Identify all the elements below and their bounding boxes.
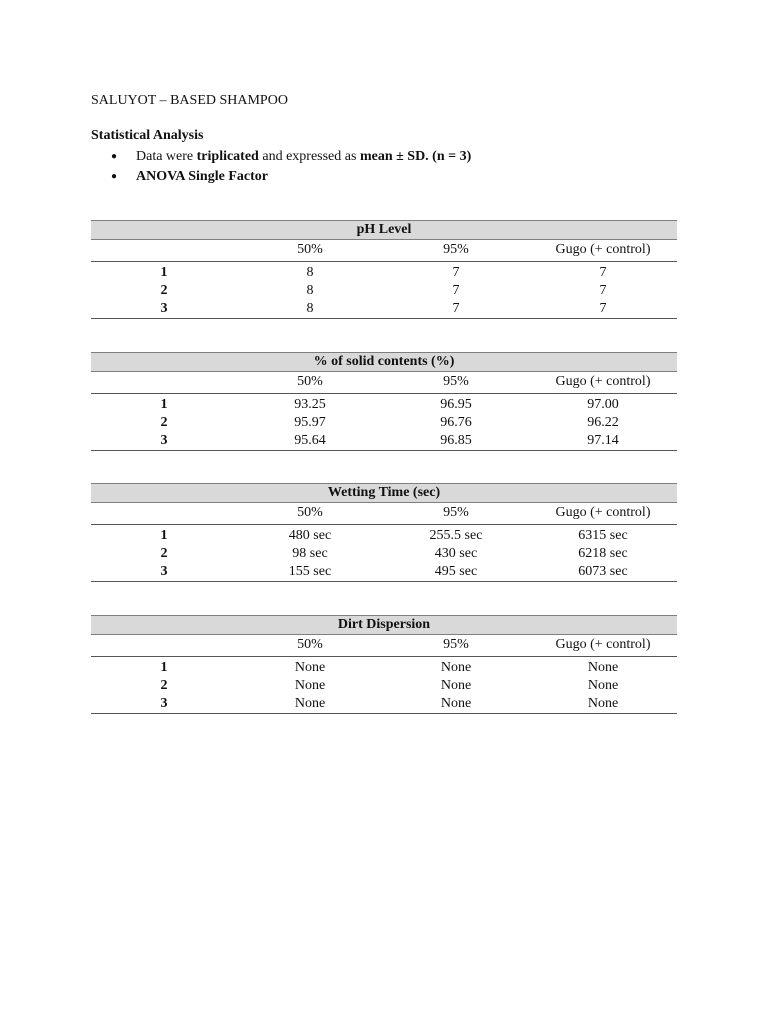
cell-value: 6073 sec <box>529 563 677 582</box>
cell-value: 7 <box>452 283 460 298</box>
cell-value: 8 <box>306 283 314 298</box>
cell-value: 95.64 <box>237 432 383 451</box>
table-title: Wetting Time (sec) <box>91 484 677 503</box>
row-label: 3 <box>91 432 237 451</box>
row-label-header <box>91 503 237 525</box>
table-row <box>91 695 677 714</box>
table-row <box>91 657 677 678</box>
cell-value: 93.25 <box>294 397 326 412</box>
cell-value: None <box>237 695 383 714</box>
cell-value: 6315 sec <box>578 528 628 543</box>
cell-value: None <box>440 678 472 693</box>
table-ph-level <box>91 220 677 319</box>
table-row <box>91 282 677 300</box>
row-label: 3 <box>91 563 237 582</box>
row-label: 1 <box>160 397 168 412</box>
table-title: Dirt Dispersion <box>91 616 677 635</box>
table-row <box>91 525 677 546</box>
column-header-gugo: Gugo (+ control) <box>529 240 677 262</box>
column-header-gugo: Gugo (+ control) <box>529 635 677 657</box>
cell-value: 155 sec <box>237 563 383 582</box>
cell-value: None <box>587 678 619 693</box>
cell-value: 7 <box>599 265 607 280</box>
table-row <box>91 677 677 695</box>
column-header-95: 95% <box>383 503 529 525</box>
row-label: 1 <box>160 660 168 675</box>
table-row <box>91 262 677 283</box>
cell-value: None <box>294 678 326 693</box>
bullet-text-part: Data were <box>136 149 197 164</box>
cell-value: 7 <box>529 300 677 319</box>
column-header-50: 50% <box>237 372 383 394</box>
column-header-50: 50% <box>237 503 383 525</box>
cell-value: 7 <box>383 300 529 319</box>
column-header-50: 50% <box>237 240 383 262</box>
row-label: 3 <box>91 300 237 319</box>
cell-value: 8 <box>306 265 314 280</box>
page-title: SALUYOT – BASED SHAMPOO <box>91 93 288 108</box>
section-heading: Statistical Analysis <box>91 128 204 143</box>
cell-value: 96.95 <box>440 397 472 412</box>
cell-value: 430 sec <box>434 546 478 561</box>
row-label: 2 <box>160 415 168 430</box>
bullet-item-anova <box>91 167 471 187</box>
table-title: % of solid contents (%) <box>91 353 677 372</box>
table-solid-contents <box>91 352 677 451</box>
cell-value: 7 <box>452 265 460 280</box>
row-label: 2 <box>160 546 168 561</box>
bullet-list <box>91 147 471 187</box>
column-header-95: 95% <box>383 372 529 394</box>
row-label-header <box>91 635 237 657</box>
table-wetting-time <box>91 483 677 582</box>
bullet-dot-icon: ● <box>111 151 118 162</box>
cell-value: None <box>383 695 529 714</box>
column-header-95: 95% <box>383 240 529 262</box>
cell-value: 6218 sec <box>578 546 628 561</box>
cell-value: 96.85 <box>383 432 529 451</box>
table-dirt-dispersion <box>91 615 677 714</box>
cell-value: None <box>440 660 472 675</box>
row-label: 2 <box>160 678 168 693</box>
column-header-50: 50% <box>237 635 383 657</box>
cell-value: None <box>587 660 619 675</box>
table-row <box>91 394 677 415</box>
cell-value: None <box>529 695 677 714</box>
bullet-text-bold: triplicated <box>196 149 259 164</box>
cell-value: None <box>294 660 326 675</box>
cell-value: 96.22 <box>587 415 619 430</box>
cell-value: 255.5 sec <box>429 528 483 543</box>
cell-value: 480 sec <box>288 528 332 543</box>
row-label: 2 <box>160 283 168 298</box>
column-header-gugo: Gugo (+ control) <box>529 503 677 525</box>
row-label-header <box>91 372 237 394</box>
cell-value: 97.14 <box>529 432 677 451</box>
bullet-text-bold: ANOVA Single Factor <box>136 169 268 184</box>
table-row <box>91 414 677 432</box>
cell-value: 98 sec <box>292 546 328 561</box>
row-label: 1 <box>160 528 168 543</box>
row-label-header <box>91 240 237 262</box>
column-header-95: 95% <box>383 635 529 657</box>
cell-value: 7 <box>599 283 607 298</box>
bullet-dot-icon: ● <box>111 171 118 182</box>
bullet-text-part: and expressed as <box>258 149 360 164</box>
row-label: 1 <box>160 265 168 280</box>
column-header-gugo: Gugo (+ control) <box>529 372 677 394</box>
table-row <box>91 300 677 319</box>
bullet-item-data-triplicated <box>91 147 471 167</box>
table-row <box>91 432 677 451</box>
cell-value: 97.00 <box>587 397 619 412</box>
cell-value: 96.76 <box>440 415 472 430</box>
table-row <box>91 563 677 582</box>
table-row <box>91 545 677 563</box>
cell-value: 8 <box>237 300 383 319</box>
cell-value: 95.97 <box>294 415 326 430</box>
table-title: pH Level <box>91 221 677 240</box>
bullet-text-bold: mean ± SD. (n = 3) <box>359 149 472 164</box>
row-label: 3 <box>91 695 237 714</box>
bullet-text <box>136 149 471 164</box>
cell-value: 495 sec <box>383 563 529 582</box>
